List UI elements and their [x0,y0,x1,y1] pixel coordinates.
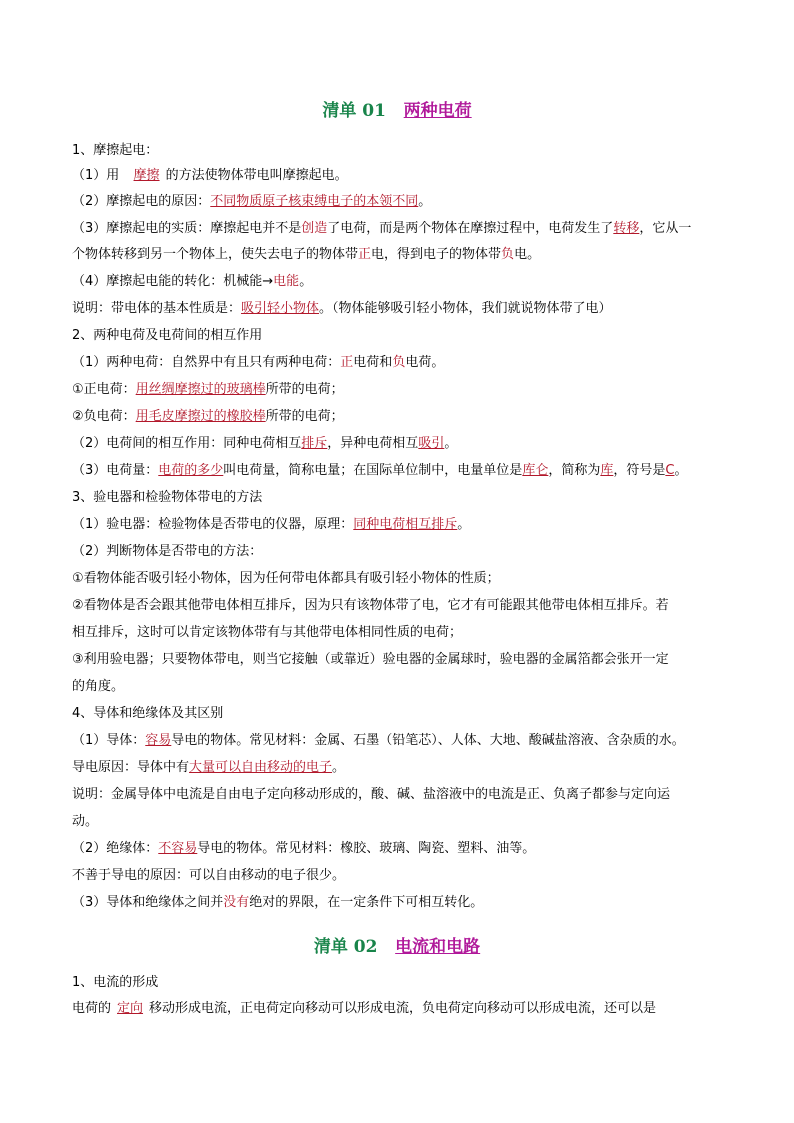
paragraph: ①正电荷：用丝绸摩擦过的玻璃棒所带的电荷； [72,382,344,397]
paragraph: ③利用验电器；只要物体带电，则当它接触（或靠近）验电器的金属球时，验电器的金属箔都会张开一定 [72,652,669,667]
paragraph: 说明：金属导体中电流是自由电子定向移动形成的，酸、碱、盐溶液中的电流是正、负离子都参与定向运 [72,787,671,802]
paragraph: （1）验电器：检验物体是否带电的仪器，原理：同种电荷相互排斥。 [72,517,471,532]
section-name: 两种电荷 [403,101,472,121]
paragraph: （3）导体和绝缘体之间并没有绝对的界限，在一定条件下可相互转化。 [72,895,484,910]
paragraph: （1）两种电荷：自然界中有且只有两种电荷：正电荷和负电荷。 [72,355,445,370]
paragraph: 动。 [72,814,99,829]
paragraph: （2）电荷间的相互作用：同种电荷相互排斥，异种电荷相互吸引。 [72,436,458,451]
heading-electroscope: 3、验电器和检验物体带电的方法 [72,490,263,505]
section-title-2 [0,932,794,957]
heading-conductors: 4、导体和绝缘体及其区别 [72,706,224,721]
paragraph: （3）电荷量：电荷的多少叫电荷量，简称电量；在国际单位制中，电量单位是库仑，简称为库，符号是C。 [72,463,688,478]
paragraph: 的角度。 [72,679,125,694]
section-number: 清单 02 [313,937,378,957]
paragraph: （2）摩擦起电的原因：不同物质原子核束缚电子的本领不同。 [72,194,432,209]
paragraph: 不善于导电的原因：可以自由移动的电子很少。 [72,868,346,883]
paragraph: ①看物体能否吸引轻小物体，因为任何带电体都具有吸引轻小物体的性质； [72,571,500,586]
heading-current-formation: 1、电流的形成 [72,975,159,990]
paragraph: （1）导体：容易导电的物体。常见材料：金属、石墨（铅笔芯）、人体、大地、酸碱盐溶液、含杂质的水。 [72,733,685,748]
paragraph: 电荷的 定向 移动形成电流，正电荷定向移动可以形成电流，负电荷定向移动可以形成电流，还可以是 [72,1001,657,1016]
paragraph: 说明：带电体的基本性质是：吸引轻小物体。（物体能够吸引轻小物体，我们就说物体带了电） [72,301,612,316]
section-name: 电流和电路 [395,937,481,957]
paragraph: 导电原因：导体中有大量可以自由移动的电子。 [72,760,346,775]
paragraph: 个物体转移到另一个物体上，使失去电子的物体带正电，得到电子的物体带负电。 [72,247,541,262]
paragraph: （4）摩擦起电能的转化：机械能→电能。 [72,274,313,289]
section-title-1 [0,96,794,121]
paragraph: （3）摩擦起电的实质：摩擦起电并不是创造了电荷，而是两个物体在摩擦过程中，电荷发生了转移，它从一 [72,221,692,236]
heading-two-charges: 2、两种电荷及电荷间的相互作用 [72,328,263,343]
paragraph: （1）用 摩擦 的方法使物体带电叫摩擦起电。 [72,168,348,183]
section-number: 清单 01 [322,101,386,121]
paragraph: （2）判断物体是否带电的方法： [72,544,263,559]
paragraph: （2）绝缘体：不容易导电的物体。常见材料：橡胶、玻璃、陶瓷、塑料、油等。 [72,841,536,856]
paragraph: 相互排斥，这时可以肯定该物体带有与其他带电体相同性质的电荷； [72,625,463,640]
heading-friction: 1、摩擦起电： [72,143,159,158]
paragraph: ②看物体是否会跟其他带电体相互排斥，因为只有该物体带了电，它才有可能跟其他带电体相互排斥。若 [72,598,669,613]
paragraph: ②负电荷：用毛皮摩擦过的橡胶棒所带的电荷； [72,409,344,424]
